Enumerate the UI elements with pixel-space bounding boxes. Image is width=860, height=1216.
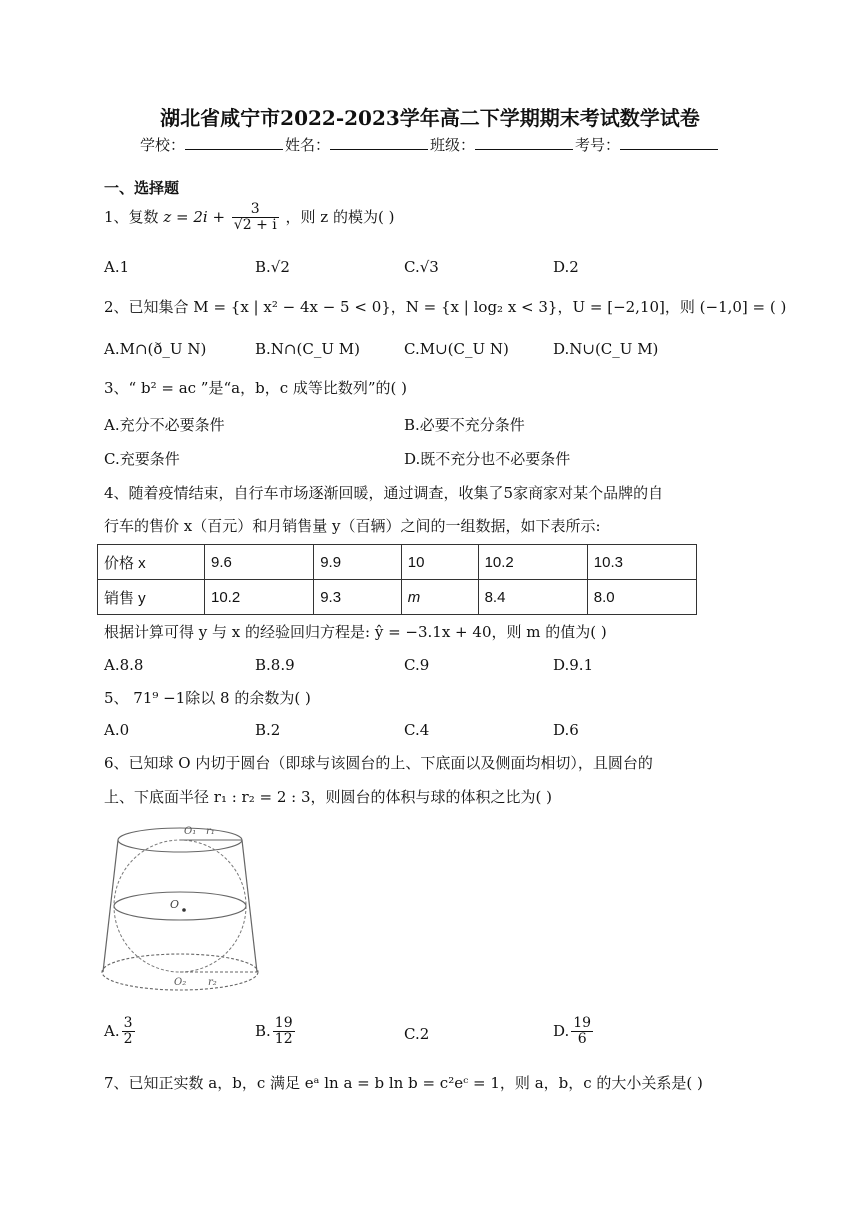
q1-frac-den: √2 + i [233, 217, 277, 234]
label-r1: r₁ [206, 826, 215, 837]
question-4-line1: 4、随着疫情结束，自行车市场逐渐回暖，通过调查，收集了5家商家对某个品牌的自 [104, 484, 664, 502]
table-cell: 10 [401, 545, 478, 580]
table-row [98, 545, 697, 580]
q4-option-d[interactable]: D.9.1 [553, 656, 594, 674]
section-heading: 一、选择题 [104, 179, 180, 197]
q5-option-a[interactable]: A.0 [104, 721, 130, 739]
question-4-line2: 行车的售价 x（百元）和月销售量 y（百辆）之间的一组数据，如下表所示: [104, 517, 601, 535]
info-name-label: 姓名： [284, 136, 330, 154]
table-cell: 10.2 [478, 545, 587, 580]
question-2: 2、已知集合 M = {x | x² − 4x − 5 < 0}，N = {x | log₂ x < 3}，U = [−2,10]，则 (−1,0] = ( ) [104, 298, 787, 316]
class-blank[interactable] [475, 135, 573, 150]
label-o2: O₂ [174, 977, 187, 988]
q1-option-b[interactable]: B.√2 [255, 258, 290, 276]
q2-option-b[interactable]: B.N∩(C_U M) [255, 340, 360, 358]
q6-d-fraction: $\frac{19}{6}$ [573, 1015, 592, 1048]
q6-a-fraction: $\frac{3}{2}$ [123, 1015, 133, 1048]
info-school-label: 学校： [139, 136, 185, 154]
question-7: 7、已知正实数 a，b，c 满足 eᵃ ln a = b ln b = c²eᶜ = 1，则 a，b，c 的大小关系是( ) [104, 1074, 703, 1092]
question-1 [104, 202, 394, 234]
q4-option-b[interactable]: B.8.9 [255, 656, 295, 674]
q1-fraction [232, 202, 279, 234]
label-o1: O₁ [184, 826, 197, 837]
q3-option-a[interactable]: A.充分不必要条件 [104, 416, 225, 434]
question-6-line1: 6、已知球 O 内切于圆台（即球与该圆台的上、下底面以及侧面均相切），且圆台的 [104, 754, 653, 772]
label-o: O [170, 898, 180, 911]
school-blank[interactable] [185, 135, 283, 150]
q1-suffix: ，则 z 的模为( ) [285, 207, 395, 226]
q5-option-d[interactable]: D.6 [553, 721, 579, 739]
student-info-line [0, 134, 860, 155]
question-6-line2: 上、下底面半径 r₁ : r₂ = 2 : 3，则圆台的体积与球的体积之比为( ) [104, 788, 552, 806]
table-cell: 9.3 [314, 580, 402, 615]
page-title: 湖北省咸宁市2022-2023学年高二下学期期末考试数学试卷 [160, 106, 700, 130]
q5-option-b[interactable]: B.2 [255, 721, 281, 739]
data-table [97, 544, 697, 615]
q3-option-d[interactable]: D.既不充分也不必要条件 [404, 450, 571, 468]
q2-option-a[interactable]: A.M∩(ð_U N) [104, 340, 207, 358]
table-cell: 9.6 [205, 545, 314, 580]
q2-option-c[interactable]: C.M∪(C_U N) [404, 340, 509, 358]
q6-option-b[interactable]: B. $\frac{19}{12}$ [255, 1015, 293, 1048]
table-cell: 10.3 [587, 545, 696, 580]
label-r2: r₂ [208, 977, 217, 988]
table-cell: 9.9 [314, 545, 402, 580]
q1-option-d[interactable]: D.2 [553, 258, 579, 276]
q3-option-c[interactable]: C.充要条件 [104, 450, 180, 468]
name-blank[interactable] [330, 135, 428, 150]
q1-expr: z = 2i + [163, 207, 226, 226]
question-4-regression: 根据计算可得 y 与 x 的经验回归方程是: ŷ = −3.1x + 40，则 m 的值为( ) [104, 623, 607, 641]
frustum-sphere-figure [100, 822, 270, 1002]
table-cell: 10.2 [205, 580, 314, 615]
q5-option-c[interactable]: C.4 [404, 721, 430, 739]
q6-b-fraction: $\frac{19}{12}$ [274, 1015, 293, 1048]
table-cell: m [401, 580, 478, 615]
info-class-label: 班级： [430, 136, 476, 154]
q6-option-c[interactable]: C.2 [404, 1025, 430, 1043]
q1-frac-num: 3 [232, 202, 279, 218]
info-number-label: 考号： [575, 136, 621, 154]
q1-option-a[interactable]: A.1 [104, 258, 130, 276]
q1-prefix: 1、复数 [104, 207, 159, 226]
q4-option-c[interactable]: C.9 [404, 656, 430, 674]
table-cell: 8.4 [478, 580, 587, 615]
table-row [98, 580, 697, 615]
q6-option-d[interactable]: D. $\frac{19}{6}$ [553, 1015, 592, 1048]
q4-option-a[interactable]: A.8.8 [104, 656, 144, 674]
table-header-sales: 销售 y [98, 580, 205, 615]
question-5: 5、 71⁹ −1除以 8 的余数为( ) [104, 689, 311, 707]
q2-option-d[interactable]: D.N∪(C_U M) [553, 340, 659, 358]
table-cell: 8.0 [587, 580, 696, 615]
q1-option-c[interactable]: C.√3 [404, 258, 439, 276]
q3-option-b[interactable]: B.必要不充分条件 [404, 416, 525, 434]
question-3: 3、“ b² = ac ”是“a，b，c 成等比数列”的( ) [104, 379, 408, 397]
table-header-price: 价格 x [98, 545, 205, 580]
q6-option-a[interactable]: A. $\frac{3}{2}$ [104, 1015, 133, 1048]
number-blank[interactable] [620, 135, 718, 150]
